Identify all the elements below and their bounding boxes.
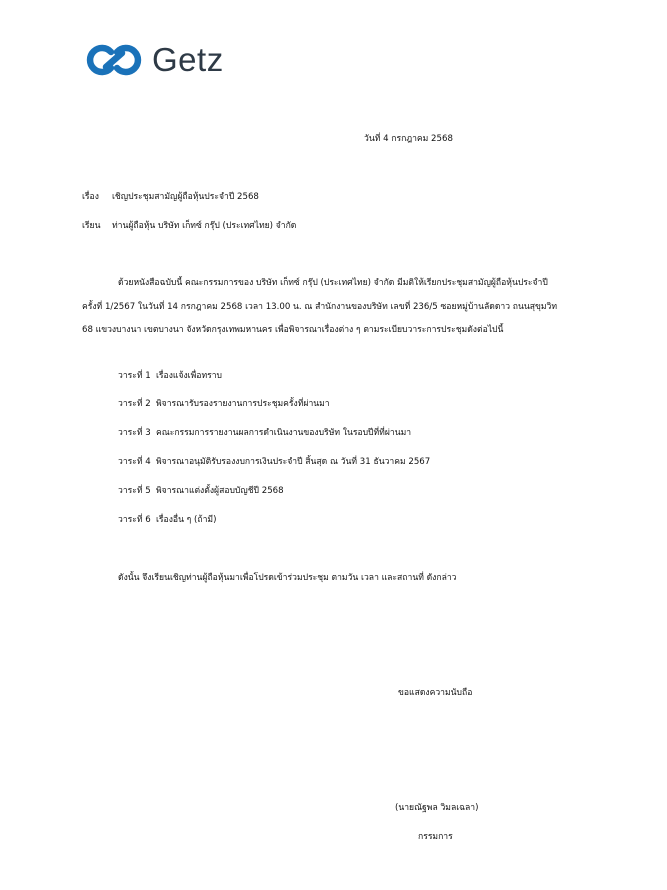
agenda-item-5	[118, 485, 284, 497]
recipient-text: ท่านผู้ถือหุ้น บริษัท เก็ทซ์ กรุ๊ป (ประเทศไทย) จำกัด	[112, 221, 297, 231]
company-logo	[82, 40, 224, 80]
body-paragraph	[82, 272, 594, 343]
getz-infinity-logo-icon	[82, 40, 146, 80]
agenda-text: คณะกรรมการรายงานผลการดำเนินงานของบริษัท ในรอบปีที่ที่ผ่านมา	[156, 428, 412, 438]
logo-text: Getz	[152, 41, 224, 78]
body-line: 68 แขวงบางนา เขตบางนา จังหวัดกรุงเทพมหานคร เพื่อพิจารณาเรื่องต่าง ๆ ตามระเบียบวาระการประชุมดังต่อไปนี้	[82, 325, 504, 335]
body-line: ครั้งที่ 1/2567 ในวันที่ 14 กรกฎาคม 2568 เวลา 13.00 น. ณ สำนักงานของบริษัท เลขที่ 236/5 ซอยหมู่บ้านลัดดาว ถนนสุขุมวิท	[82, 301, 558, 312]
regards-text: ขอแสดงความนับถือ	[398, 688, 473, 698]
agenda-number: วาระที่ 1	[118, 371, 151, 381]
agenda-text: พิจารณารับรองรายงานการประชุมครั้งที่ผ่านมา	[156, 399, 330, 409]
body-line: ด้วยหนังสือฉบับนี้ คณะกรรมการของ บริษัท เก็ทซ์ กรุ๊ป (ประเทศไทย) จำกัด มีมติให้เรียกประชุมสามัญผู้ถือหุ้นประจำปี	[118, 278, 548, 288]
signer-title: กรรมการ	[418, 832, 453, 842]
agenda-number: วาระที่ 3	[118, 428, 151, 438]
subject-text: เชิญประชุมสามัญผู้ถือหุ้นประจำปี 2568	[112, 192, 259, 202]
agenda-number: วาระที่ 4	[118, 457, 151, 467]
letter-date: วันที่ 4 กรกฎาคม 2568	[364, 134, 453, 144]
agenda-item-6	[118, 514, 216, 526]
agenda-text: พิจารณาอนุมัติรับรองงบการเงินประจำปี สิ้นสุด ณ วันที่ 31 ธันวาคม 2567	[156, 457, 431, 467]
recipient-label: เรียน	[82, 221, 101, 231]
agenda-text: เรื่องแจ้งเพื่อทราบ	[156, 371, 223, 381]
subject-label: เรื่อง	[82, 192, 99, 202]
agenda-number: วาระที่ 6	[118, 515, 151, 525]
agenda-item-4	[118, 456, 430, 468]
closing-statement: ดังนั้น จึงเรียนเชิญท่านผู้ถือหุ้นมาเพื่อโปรดเข้าร่วมประชุม ตามวัน เวลา และสถานที่ ดังกล่าว	[118, 573, 457, 583]
agenda-text: พิจารณาแต่งตั้งผู้สอบบัญชีปี 2568	[156, 486, 284, 496]
agenda-item-1	[118, 370, 222, 382]
signer-name: (นายณัฐพล วิมลเฉลา)	[395, 803, 479, 813]
agenda-text: เรื่องอื่น ๆ (ถ้ามี)	[156, 515, 217, 525]
agenda-number: วาระที่ 2	[118, 399, 151, 409]
agenda-item-2	[118, 398, 330, 410]
agenda-number: วาระที่ 5	[118, 486, 151, 496]
agenda-item-3	[118, 427, 411, 439]
